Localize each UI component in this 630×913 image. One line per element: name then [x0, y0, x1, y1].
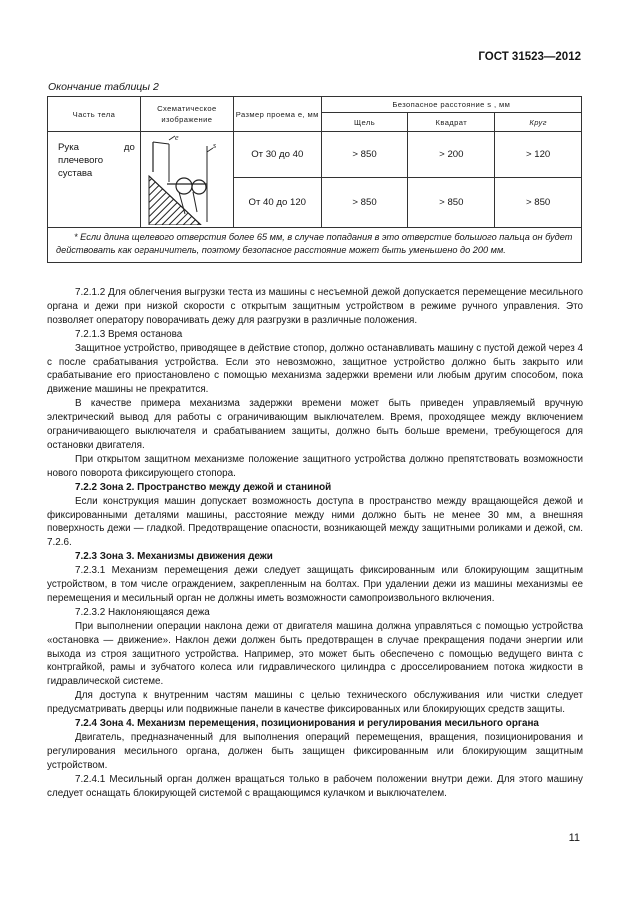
paragraph: 7.2.1.2 Для облегчения выгрузки теста из машины с несъемной дежой допускается перемещение месильного органа и дежи при низкой скорости с открытым защитным устройством в режиме ручного управления. Это позволяет оператору поворачивать дежу для разгрузки в различные положения. — [47, 287, 583, 326]
table-caption: Окончание таблицы 2 — [48, 81, 159, 93]
paragraph: В качестве примера механизма задержки времени может быть приведен управляемый вручную электрический вывод для работы с ограничивающим выключателем. Время, проходящее между включением ограничивающего выключателя и срабатыванием защиты, должно быть больше времени, требующегося для остановки двигателя. — [47, 398, 583, 451]
section-heading: 7.2.3 Зона 3. Механизмы движения дежи — [75, 551, 273, 563]
page-number: 11 — [568, 832, 580, 844]
paragraph: 7.2.3.1 Механизм перемещения дежи следует защищать фиксированным или блокирующим защитным устройством, в том числе ограждением, закрепленным на болтах. При удалении дежи из машины механизмы ее перемещения и месильный орган не должны иметь возможности самопроизвольного включения. — [47, 565, 583, 604]
row1-circle: > 120 — [495, 132, 582, 178]
svg-text:e: e — [174, 133, 179, 142]
paragraph: 7.2.1.3 Время останова — [75, 328, 183, 340]
paragraph: Для доступа к внутренним частям машины с целью технического обслуживания или чистки следует предусматривать дверцы или подвижные панели в качестве фиксированных или блокирующих средств защиты. — [47, 690, 583, 716]
distance-table — [47, 96, 582, 263]
paragraph: Двигатель, предназначенный для выполнения операций перемещения, вращения, позиционирования и регулирования месильного органа, должен быть защищен фиксированным или блокирующим защитным устройством. — [47, 732, 583, 771]
paragraph: При выполнении операции наклона дежи от двигателя машина должна управляться с помощью устройства «остановка — движение». Наклон дежи должен быть предотвращен в случае прекращения подачи энергии или выхода из строя защитного устройства. Например, это может быть обеспечено с помощью ведущего винта с контргайкой, рамы и зубчатого колеса или гидравлического цилиндра с дросселированием потока жидкости в гидравлической системе. — [47, 620, 583, 688]
row1-slot: > 850 — [321, 132, 408, 178]
body-text — [47, 286, 583, 801]
paragraph: Защитное устройство, приводящее в действие стопор, должно останавливать машину с пустой дежой через 4 с после срабатывания устройства. Если это невозможно, защитное устройство должно быть закрыто или срабатывание его приостановлено с помощью механизма задержки времени или любым другим способом, пока движение машины не прекратится. — [47, 342, 583, 396]
header-schematic: Схематическое изображение — [140, 97, 233, 132]
section-heading: 7.2.4 Зона 4. Механизм перемещения, позиционирования и регулирования месильного органа — [75, 718, 539, 730]
row1-square: > 200 — [408, 132, 495, 178]
header-circle: Круг — [495, 113, 582, 132]
row2-circle: > 850 — [495, 178, 582, 228]
svg-text:s: s — [212, 141, 216, 150]
paragraph: 7.2.3.2 Наклоняющаяся дежа — [75, 606, 210, 618]
body-part-cell: Рука до плечевого сустава — [48, 132, 141, 228]
paragraph: Если конструкция машин допускает возможность доступа в пространство между вращающейся дежой и фиксированными деталями машины, расстояние между ними должно быть не менее 30 мм, а внешняя поверхность дежи — гладкой. Предотвращение опасности, возникающей между защитными роликами и дежой, см. 7.2.6. — [47, 495, 583, 549]
arm-opening-schematic — [141, 132, 233, 225]
schematic-cell — [140, 132, 233, 228]
standard-header: ГОСТ 31523—2012 — [478, 51, 581, 63]
paragraph: При открытом защитном механизме положение защитного устройства должно препятствовать возможности нового поворота фиксирующего стопора. — [47, 453, 583, 479]
header-safe-distance: Безопасное расстояние s , мм — [321, 97, 581, 113]
row1-size: От 30 до 40 — [233, 132, 321, 178]
row2-slot: > 850 — [321, 178, 408, 228]
row2-square: > 850 — [408, 178, 495, 228]
section-heading: 7.2.2 Зона 2. Пространство между дежой и станиной — [75, 481, 332, 493]
paragraph: 7.2.4.1 Месильный орган должен вращаться только в рабочем положении внутри дежи. Для этого машину следует оснащать блокирующей системой с вращающимся кулачком и выключателем. — [47, 773, 583, 799]
header-slot: Щель — [321, 113, 408, 132]
header-body-part: Часть тела — [48, 97, 141, 132]
header-opening-size: Размер проема е, мм — [233, 97, 321, 132]
header-square: Квадрат — [408, 113, 495, 132]
table-footnote: * Если длина щелевого отверстия более 65 мм, в случае попадания в это отверстие большого пальца он будет действовать как ограничитель, поэтому безопасное расстояние может быть уменьшено до 200 мм. — [48, 228, 582, 263]
row2-size: От 40 до 120 — [233, 178, 321, 228]
